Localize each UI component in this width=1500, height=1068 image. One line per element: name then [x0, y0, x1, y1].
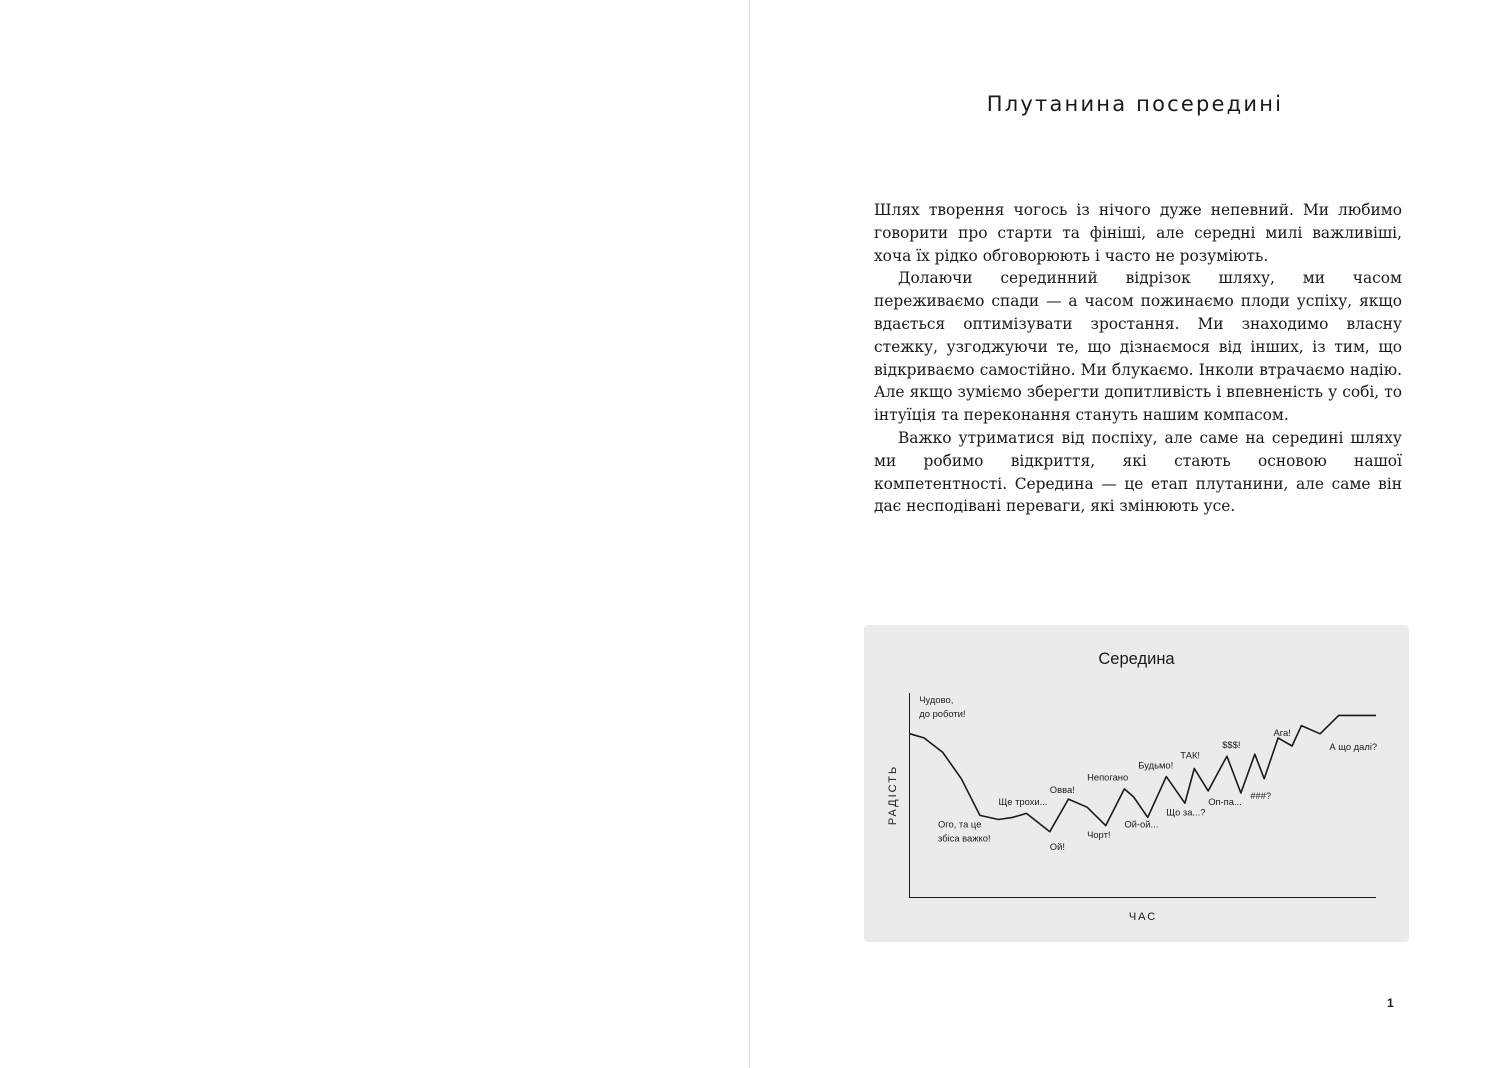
annotation-label: Ой! — [1049, 841, 1065, 853]
paragraph-2: Долаючи серединний відрізок шляху, ми часом переживаємо спади — а часом пожинаємо плоди успіху, якщо вдається оптимізувати зростання. Ми знаходимо власну стежку, узгоджуючи те, що дізнаємося від інших, із тим, що відкриваємо самостійно. Ми блукаємо. Інколи втрачаємо надію. Але якщо зуміємо зберегти допитливість і впевненість у собі, то інтуїція та переконання стануть нашим компасом. — [874, 269, 1402, 425]
annotation-label: Оп-па... — [1208, 796, 1242, 808]
chart-figure — [864, 625, 1409, 942]
y-axis-label: РАДІСТЬ — [887, 764, 899, 826]
annotation-label: Овва! — [1049, 784, 1075, 795]
x-axis-label: ЧАС — [1128, 911, 1158, 923]
paragraph-3: Важко утриматися від поспіху, але саме на середині шляху ми робимо відкриття, які стають основою нашої компетентності. Середина — це етап плутанини, але саме він дає несподівані переваги, які змінюють усе. — [874, 428, 1402, 516]
annotation-label: Чудово, до роботи! — [919, 694, 966, 720]
series-line-0 — [910, 715, 1376, 831]
annotation-label: $$$! — [1222, 739, 1241, 751]
annotation-label: Чорт! — [1087, 828, 1111, 840]
annotation-label: Будьмо! — [1138, 759, 1174, 771]
chapter-title: Плутанина посередині — [986, 92, 1284, 116]
annotation-label: Ага! — [1273, 726, 1291, 738]
annotation-label: Що за...? — [1166, 806, 1206, 818]
paragraph-1: Шлях творення чогось із нічого дуже непевний. Ми любимо говорити про старти та фініші, але середні милі важливіші, хоча їх рідко обговорюють і часто не розуміють. — [874, 201, 1402, 265]
annotation-label: Ого, та це збіса важко! — [938, 818, 991, 844]
chart-canvas — [864, 625, 1409, 942]
annotation-label: А що далі? — [1329, 741, 1378, 753]
annotation-label: Ще трохи... — [998, 796, 1048, 808]
annotation-label: ###? — [1250, 790, 1272, 802]
page-number: 1 — [1387, 996, 1394, 1010]
right-page — [750, 0, 1500, 1068]
left-page-blank — [0, 0, 749, 1068]
body-text — [874, 199, 1402, 518]
chart-marks — [910, 694, 1377, 852]
annotation-label: ТАК! — [1180, 749, 1201, 761]
chart-title: Середина — [1098, 650, 1175, 668]
annotation-label: Ой-ой... — [1124, 818, 1159, 830]
annotation-label: Непогано — [1087, 771, 1129, 783]
